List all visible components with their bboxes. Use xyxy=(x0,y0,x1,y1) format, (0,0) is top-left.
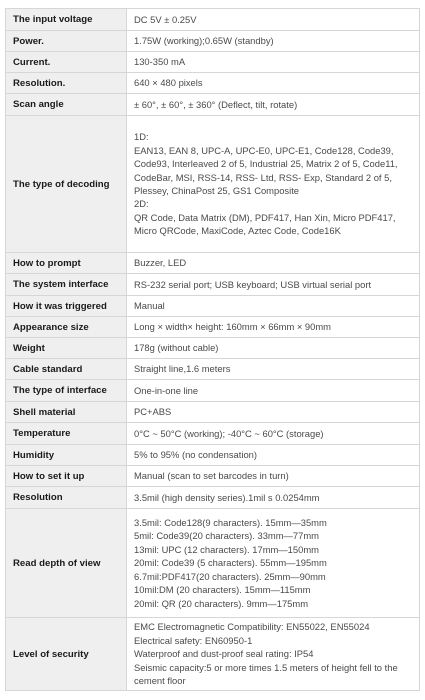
spec-label: How to prompt xyxy=(6,253,127,274)
spec-row xyxy=(6,73,420,94)
spec-value xyxy=(127,509,420,618)
spec-row xyxy=(6,253,420,274)
spec-value-line: 20mil: QR (20 characters). 9mm—175mm xyxy=(134,597,309,609)
spec-value-line: Electrical safety: EN60950-1 xyxy=(134,634,253,646)
spec-value-line: Long × width× height: 160mm × 66mm × 90mm xyxy=(134,321,331,333)
spec-value xyxy=(127,359,420,380)
spec-value xyxy=(127,94,420,116)
spec-value-line: 20mil: Code39 (5 characters). 55mm—195mm xyxy=(134,557,327,569)
spec-value-line: Buzzer, LED xyxy=(134,257,187,269)
spec-table xyxy=(5,8,420,691)
spec-value-line: 6.7mil:PDF417(20 characters). 25mm—90mm xyxy=(134,570,326,582)
spec-label: Temperature xyxy=(6,423,127,445)
spec-label: The input voltage xyxy=(6,9,127,31)
spec-table-body xyxy=(6,9,420,691)
spec-value xyxy=(127,338,420,359)
spec-value-line: QR Code, Data Matrix (DM), PDF417, Han Xin, Micro PDF417, xyxy=(134,211,396,223)
spec-value-line: cement floor xyxy=(134,675,186,687)
spec-value-line: Manual (scan to set barcodes in turn) xyxy=(134,470,289,482)
spec-row xyxy=(6,466,420,487)
spec-row xyxy=(6,296,420,317)
spec-row xyxy=(6,274,420,296)
spec-value xyxy=(127,9,420,31)
spec-value-line: Micro QRCode, MaxiCode, Aztec Code, Code16K xyxy=(134,225,341,237)
spec-value-line: 3.5mil: Code128(9 characters). 15mm—35mm xyxy=(134,517,327,529)
spec-value-line: 3.5mil (high density series).1mil s 0.0254mm xyxy=(134,491,320,503)
spec-label: Humidity xyxy=(6,445,127,466)
spec-value-line: DC 5V ± 0.25V xyxy=(134,13,197,25)
spec-value xyxy=(127,618,420,691)
spec-label: How to set it up xyxy=(6,466,127,487)
spec-value-line: 10mil:DM (20 characters). 15mm—115mm xyxy=(134,584,311,596)
spec-row xyxy=(6,359,420,380)
spec-label: Level of security xyxy=(6,618,127,691)
spec-value-line: Manual xyxy=(134,300,165,312)
spec-label: Current. xyxy=(6,52,127,73)
spec-label: Read depth of view xyxy=(6,509,127,618)
spec-row xyxy=(6,116,420,253)
spec-row xyxy=(6,423,420,445)
spec-row xyxy=(6,402,420,423)
spec-value-line: 1.75W (working);0.65W (standby) xyxy=(134,35,274,47)
spec-label: How it was triggered xyxy=(6,296,127,317)
spec-value xyxy=(127,116,420,253)
spec-row xyxy=(6,9,420,31)
spec-value-line: 13mil: UPC (12 characters). 17mm—150mm xyxy=(134,543,319,555)
spec-value xyxy=(127,487,420,509)
spec-value xyxy=(127,380,420,402)
spec-value-line: Waterproof and dust-proof seal rating: IP54 xyxy=(134,648,314,660)
spec-value xyxy=(127,52,420,73)
spec-label: The system interface xyxy=(6,274,127,296)
spec-label: Scan angle xyxy=(6,94,127,116)
spec-label: Power. xyxy=(6,31,127,52)
spec-value-line: 130-350 mA xyxy=(134,56,186,68)
spec-value-line: 1D: xyxy=(134,131,149,143)
spec-value xyxy=(127,274,420,296)
spec-value xyxy=(127,296,420,317)
spec-row xyxy=(6,94,420,116)
spec-value-line: Plessey, ChinaPost 25, GS1 Composite xyxy=(134,185,300,196)
spec-label: The type of decoding xyxy=(6,116,127,253)
spec-label: The type of interface xyxy=(6,380,127,402)
spec-row xyxy=(6,31,420,52)
spec-label: Cable standard xyxy=(6,359,127,380)
spec-value-line: One-in-one line xyxy=(134,384,199,396)
spec-value-line: 640 × 480 pixels xyxy=(134,77,203,89)
spec-value-line: Seismic capacity:5 or more times 1.5 meters of height fell to the xyxy=(134,661,398,673)
spec-row xyxy=(6,380,420,402)
spec-value-line: CodeBar, MSI, RSS-14, RSS- Ltd, RSS- Exp, Standard 2 of 5, xyxy=(134,171,392,183)
spec-row xyxy=(6,338,420,359)
spec-value xyxy=(127,73,420,94)
spec-value-line: 2D: xyxy=(134,198,149,210)
spec-value-line: PC+ABS xyxy=(134,406,172,418)
spec-value-line: 5mil: Code39(20 characters). 33mm—77mm xyxy=(134,530,319,542)
spec-value-line: Straight line,1.6 meters xyxy=(134,363,231,375)
spec-label: Shell material xyxy=(6,402,127,423)
spec-value xyxy=(127,253,420,274)
spec-value xyxy=(127,31,420,52)
spec-value-line: EAN13, EAN 8, UPC-A, UPC-E0, UPC-E1, Code128, Code39, xyxy=(134,144,394,156)
spec-label: Resolution xyxy=(6,487,127,509)
spec-row xyxy=(6,487,420,509)
spec-row xyxy=(6,52,420,73)
spec-value-line: EMC Electromagnetic Compatibility: EN55022, EN55024 xyxy=(134,621,370,633)
spec-row xyxy=(6,317,420,338)
spec-label: Resolution. xyxy=(6,73,127,94)
spec-row xyxy=(6,509,420,618)
spec-value xyxy=(127,466,420,487)
spec-value-line: Code93, Interleaved 2 of 5, Industrial 25, Matrix 2 of 5, Code11, xyxy=(134,158,398,170)
spec-value xyxy=(127,402,420,423)
spec-label: Weight xyxy=(6,338,127,359)
spec-value xyxy=(127,317,420,338)
spec-value-line: 178g (without cable) xyxy=(134,342,219,354)
spec-value-line: ± 60°, ± 60°, ± 360° (Deflect, tilt, rotate) xyxy=(134,98,298,110)
spec-row xyxy=(6,618,420,691)
spec-value xyxy=(127,445,420,466)
spec-label: Appearance size xyxy=(6,317,127,338)
spec-value-line: 0°C ~ 50°C (working); -40°C ~ 60°C (storage) xyxy=(134,427,324,439)
spec-value-line: RS-232 serial port; USB keyboard; USB virtual serial port xyxy=(134,278,372,290)
spec-row xyxy=(6,445,420,466)
spec-value xyxy=(127,423,420,445)
spec-value-line: 5% to 95% (no condensation) xyxy=(134,449,257,461)
